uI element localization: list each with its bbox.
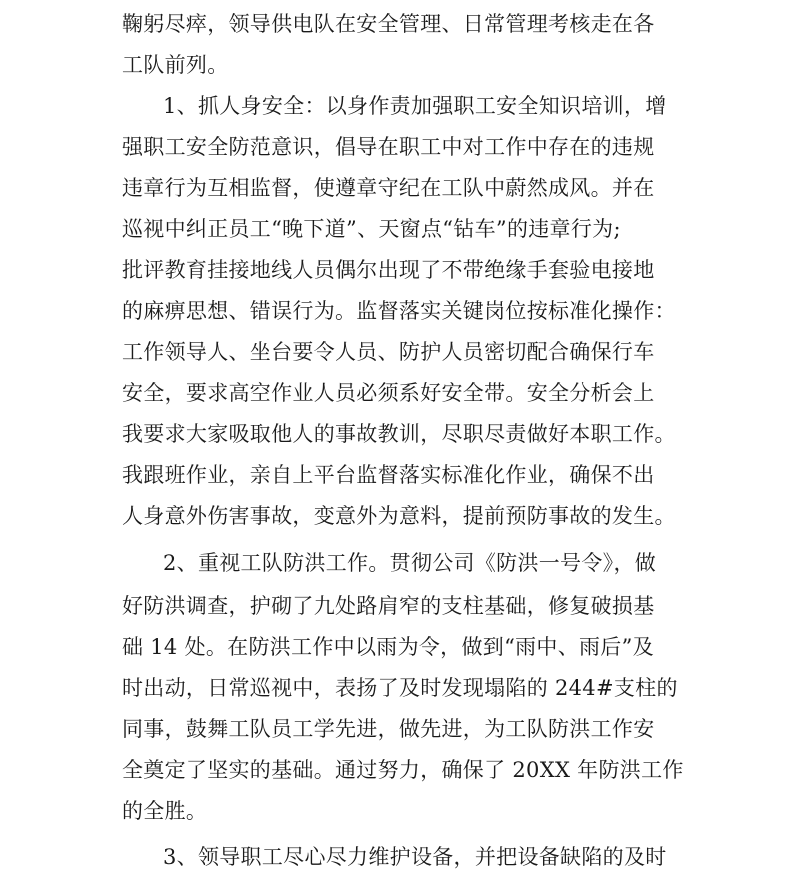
text-line: 时出动，日常巡视中，表扬了及时发现塌陷的 244#支柱的 [122,676,678,700]
text-line: 的全胜。 [122,799,208,823]
text-line: 础 14 处。在防洪工作中以雨为令，做到“雨中、雨后”及 [122,635,654,659]
text-line: 我要求大家吸取他人的事故教训，尽职尽责做好本职工作。 [122,422,676,446]
text-line: 强职工安全防范意识，倡导在职工中对工作中存在的违规 [122,135,655,159]
text-line: 好防洪调查，护砌了九处路肩窄的支柱基础，修复破损基 [122,594,655,618]
text-line: 同事，鼓舞工队员工学先进，做先进，为工队防洪工作安 [122,717,655,741]
text-line: 鞠躬尽瘁，领导供电队在安全管理、日常管理考核走在各 [122,12,655,36]
text-line: 全奠定了坚实的基础。通过努力，确保了 20XX 年防洪工作 [122,758,684,782]
text-line: 我跟班作业，亲自上平台监督落实标准化作业，确保不出 [122,463,655,487]
text-line: 人身意外伤害事故，变意外为意料，提前预防事故的发生。 [122,504,676,528]
text-line: 批评教育挂接地线人员偶尔出现了不带绝缘手套验电接地 [122,258,655,282]
text-line: 安全，要求高空作业人员必须系好安全带。安全分析会上 [122,381,655,405]
text-line: 的麻痹思想、错误行为。监督落实关键岗位按标准化操作： [122,299,676,323]
paragraph-start-line: 2、重视工队防洪工作。贯彻公司《防洪一号令》，做 [163,551,657,575]
paragraph-start-line: 3、领导职工尽心尽力维护设备，并把设备缺陷的及时 [163,845,667,869]
paragraph-start-line: 1、抓人身安全：以身作责加强职工安全知识培训，增 [163,94,667,118]
text-line: 违章行为互相监督，使遵章守纪在工队中蔚然成风。并在 [122,176,655,200]
text-line: 工作领导人、坐台要令人员、防护人员密切配合确保行车 [122,340,655,364]
text-line: 工队前列。 [122,53,229,77]
text-line: 巡视中纠正员工“晚下道”、天窗点“钻车”的违章行为; [122,217,621,241]
